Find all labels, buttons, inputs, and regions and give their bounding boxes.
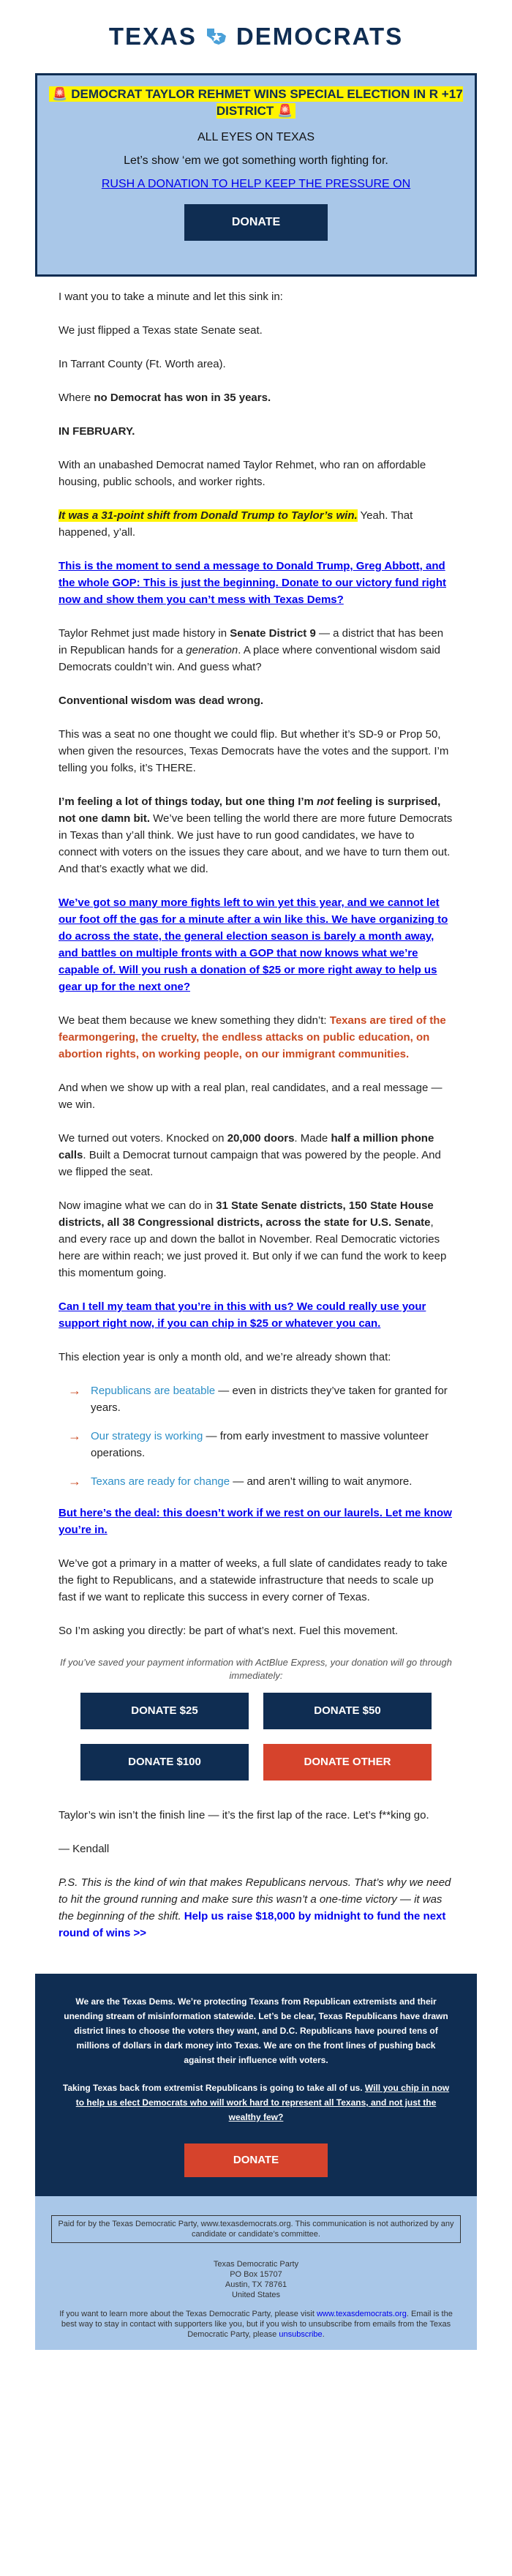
footer-donate-button[interactable]: DONATE [184,2143,328,2177]
paragraph: Conventional wisdom was dead wrong. [59,694,264,707]
hero-tagline: Let’s show ‘em we got something worth fighting for. [124,154,388,167]
paragraph: Now imagine what we can do in 31 State Senate districts, 150 State House districts, all 38 Congressional districts, across the state for U.S. Senate, and every race up and down the ballot in November. Real Democratic victories here are within reach; we just proved it. But only if we can fund the work to keep this momentum going. [59,1199,447,1279]
email-body [59,277,453,1942]
paragraph: Where no Democrat has won in 35 years. [59,392,271,404]
paragraph: And when we show up with a real plan, real candidates, and a real message — we win. [59,1082,443,1111]
paragraph [59,558,453,608]
logo-text-democrats: DEMOCRATS [236,23,404,50]
footer [35,1974,477,2196]
hero-subtitle: ALL EYES ON TEXAS [197,131,315,143]
donate-link[interactable]: Help us raise $18,000 by midnight to fund the next round of wins >> [59,1910,446,1939]
texas-star-icon [204,26,229,48]
paragraph: Taylor Rehmet just made history in Senate District 9 — a district that has been in Republican hands for a generation. A place where conventional wisdom said Democrats couldn’t win. And guess what? [59,627,444,673]
address: Texas Democratic Party PO Box 15707 Austin, TX 78761 United States [213,2260,299,2299]
arrow-right-icon: → [68,1474,81,1489]
legal-footer [35,2196,477,2350]
footer-text: Taking Texas back from extremist Republicans is going to take all of us. Will you chip in now to help us elect Democrats who will work hard to represent all Texans, and not just the wealthy few? [62,2083,450,2122]
unsubscribe-link[interactable]: unsubscribe [279,2330,323,2339]
arrow-right-icon: → [68,1383,81,1398]
donate-grid [59,1693,453,1781]
paragraph: IN FEBRUARY. [59,425,135,438]
donate-other-button[interactable]: DONATE OTHER [263,1744,432,1781]
paragraph: We just flipped a Texas state Senate seat. [59,324,263,337]
donate-link[interactable]: But here’s the deal: this doesn’t work if we rest on our laurels. Let me know you’re in. [59,1507,452,1536]
paragraph: This was a seat no one thought we could flip. But whether it’s SD-9 or Prop 50, when given the resources, Texas Democrats have the votes and the support. I’m telling you folks, it’s THERE. [59,728,449,774]
list-item: → Our strategy is working — from early investment to massive volunteer operations. [59,1428,453,1461]
logo [0,0,512,73]
actblue-note: If you’ve saved your payment information with ActBlue Express, your donation will go through immediately: [60,1657,452,1681]
donate-link[interactable]: We’ve got so many more fights left to win yet this year, and we cannot let our foot off the gas for a minute after a win like this. We have organizing to do across the state, the general election season is barely a month away, and battles on multiple fronts with a GOP that now knows what we’re capable of. Will you rush a donation of $25 or more right away to help us gear up for the next one? [59,896,448,993]
donate-100-button[interactable]: DONATE $100 [80,1744,249,1781]
highlight: It was a 31-point shift from Donald Trump to Taylor’s win. [59,509,358,522]
donate-50-button[interactable]: DONATE $50 [263,1693,432,1729]
paragraph: It was a 31-point shift from Donald Trump to Taylor’s win. Yeah. That happened, y’all. [59,509,413,539]
signature: — Kendall [59,1843,110,1855]
unsubscribe-text: If you want to learn more about the Texas Democratic Party, please visit www.texasdemocrats.org. Email is the best way to stay in contact with supporters like you, but if you wish to unsubscribe from emails from the Texas Democratic Party, please unsubscribe. [59,2310,453,2339]
hero-headline-text: DEMOCRAT TAYLOR REHMET WINS SPECIAL ELECTION IN R +17 DISTRICT [71,87,463,118]
hero-banner [35,73,477,277]
postscript: P.S. This is the kind of win that makes Republicans nervous. That’s why we need to hit the ground running and make sure this wasn’t a one-time victory — it was the beginning of the shift. Help us raise $18,000 by midnight to fund the next round of wins >> [59,1876,451,1939]
paragraph: We turned out voters. Knocked on 20,000 doors. Made half a million phone calls. Built a Democrat turnout campaign that was powered by the people. And we flipped the seat. [59,1132,441,1178]
paragraph: We’ve got a primary in a matter of weeks, a full slate of candidates ready to take the fight to Republicans, and a statewide infrastructure that needs to scale up fast if we want to replicate this success in every corner of Texas. [59,1557,448,1603]
donate-25-button[interactable]: DONATE $25 [80,1693,249,1729]
paragraph [59,894,453,995]
footer-donate-link[interactable]: Will you chip in now to help us elect Democrats who will work hard to represent all Texans, and not just the wealthy few? [75,2083,450,2122]
footer-text: We are the Texas Dems. We’re protecting Texans from Republican extremists and their unending stream of misinformation statewide. Let’s be clear, Texas Republicans have drawn district lines to choose the voters they want, and D.C. Republicans have poured tens of millions of dollars in dark money into Texas. We are on the front lines of pushing back against their influence with voters. [64,1996,448,2065]
list-item: → Republicans are beatable — even in districts they’ve taken for granted for years. [59,1382,453,1416]
paragraph: With an unabashed Democrat named Taylor Rehmet, who ran on affordable housing, public schools, and worker rights. [59,459,426,488]
arrow-right-icon: → [68,1429,81,1443]
paragraph: So I’m asking you directly: be part of what’s next. Fuel this movement. [59,1625,399,1637]
donate-link[interactable]: Can I tell my team that you’re in this with us? We could really use your support right now, if you can chip in $25 or whatever you can. [59,1300,426,1330]
paid-for-notice: Paid for by the Texas Democratic Party, www.texasdemocrats.org. This communication is not authorized by any candidate or candidate’s committee. [51,2215,461,2243]
hero-headline [37,86,475,119]
siren-icon: 🚨 [276,104,293,118]
paragraph: Taylor’s win isn’t the finish line — it’s the first lap of the race. Let’s f**king go. [59,1809,429,1821]
paragraph: I want you to take a minute and let this sink in: [59,291,283,303]
bullet-list [59,1382,453,1490]
siren-icon: 🚨 [52,87,68,101]
list-item: → Texans are ready for change — and aren’t willing to wait anymore. [59,1473,453,1490]
paragraph [59,1298,453,1332]
donate-link[interactable]: This is the moment to send a message to Donald Trump, Greg Abbott, and the whole GOP: This is just the beginning. Donate to our victory fund right now and show them you can’t mess with Texas Dems? [59,560,447,606]
website-link[interactable]: www.texasdemocrats.org [316,2310,407,2318]
hero-donate-link[interactable]: RUSH A DONATION TO HELP KEEP THE PRESSURE ON [101,178,411,190]
paragraph: This election year is only a month old, and we’re already shown that: [59,1351,391,1363]
hero-donate-button[interactable]: DONATE [184,204,328,241]
logo-text-texas: TEXAS [108,23,197,50]
paragraph [59,1505,453,1538]
paragraph: I’m feeling a lot of things today, but one thing I’m not feeling is surprised, not one damn bit. We’ve been telling the world there are more future Democrats in Texas than y’all think. We just have to run good candidates, we have to connect with voters on the issues they care about, and we have to turn them out. And that’s exactly what we did. [59,795,453,875]
paragraph: We beat them because we knew something they didn’t: Texans are tired of the fearmongering, the cruelty, the endless attacks on public education, on abortion rights, on working people, on our immigrant communities. [59,1014,446,1060]
paragraph: In Tarrant County (Ft. Worth area). [59,358,226,370]
